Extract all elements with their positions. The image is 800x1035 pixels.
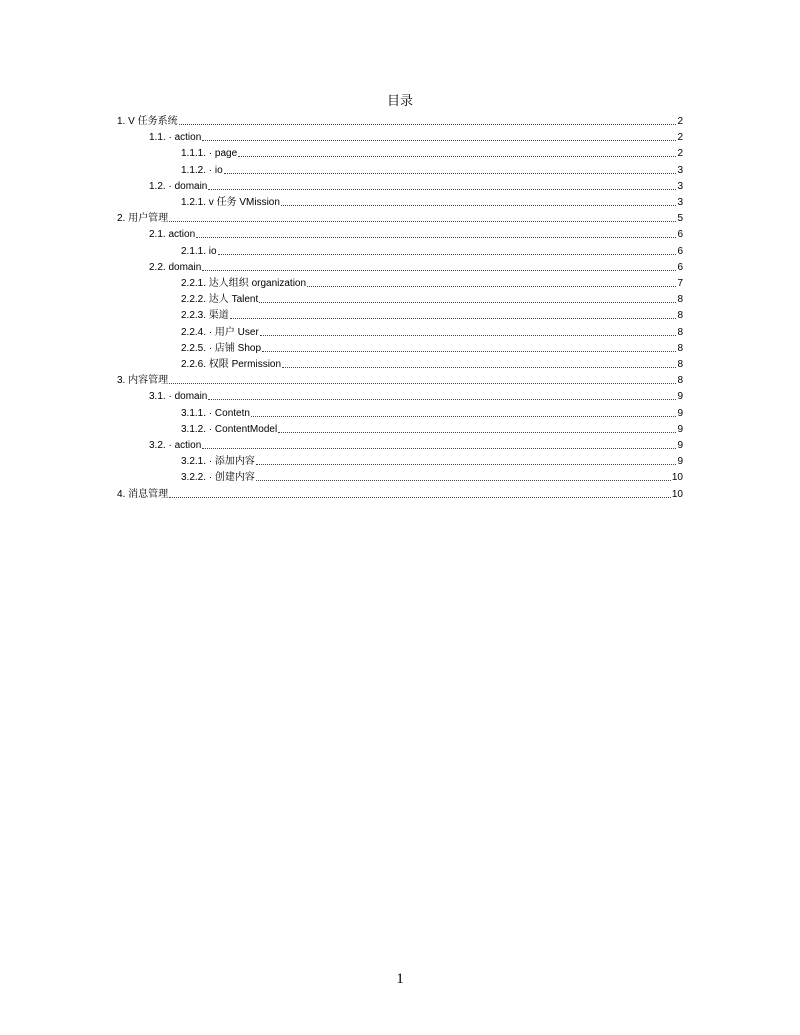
toc-leader-dots: [208, 399, 676, 400]
toc-leader-dots: [251, 416, 677, 417]
toc-entry-label: 2.1.1. io: [181, 245, 217, 257]
toc-leader-dots: [196, 237, 676, 238]
toc-entry-label: 3. 内容管理: [117, 375, 169, 387]
toc-entry-label: 3.1.1. · Contetn: [181, 407, 250, 419]
toc-entry-label: 3.2. · action: [149, 440, 202, 451]
toc-entry-page: 9: [677, 456, 683, 468]
toc-entry[interactable]: [181, 452, 683, 468]
toc-entry-label: 3.2.2. · 创建内容: [181, 472, 255, 484]
toc-entry[interactable]: [149, 387, 683, 403]
toc-title: 目录: [386, 94, 413, 109]
toc-leader-dots: [278, 432, 676, 433]
toc-entry-page: 2: [677, 148, 683, 160]
toc-entry-label: 2.2.6. 权限 Permission: [181, 359, 282, 370]
toc-leader-dots: [260, 335, 677, 336]
toc-leader-dots: [224, 173, 677, 174]
toc-entry[interactable]: [181, 420, 683, 436]
toc-entry-label: 1.1.2. · io: [181, 164, 223, 176]
toc-entry[interactable]: [149, 258, 683, 274]
toc-entry-label: 2.2. domain: [149, 261, 202, 273]
toc-entry-page: 8: [677, 294, 683, 306]
toc-entry-page: 9: [677, 440, 683, 451]
toc-entry-page: 9: [677, 407, 683, 419]
toc-entry-label: 1. V 任务系统: [117, 116, 178, 127]
toc-entry[interactable]: [181, 404, 683, 420]
toc-entry-page: 10: [671, 472, 683, 484]
toc-entry[interactable]: [117, 485, 683, 501]
toc-entry-page: 8: [677, 359, 683, 370]
page-number: 1: [396, 971, 404, 987]
toc-entry-label: 2.2.1. 达人组织 organization: [181, 278, 307, 289]
toc-leader-dots: [218, 254, 677, 255]
toc-entry[interactable]: [181, 193, 683, 209]
toc-entry-page: 5: [677, 213, 683, 225]
toc-entry-page: 8: [677, 326, 683, 338]
toc-entry[interactable]: [181, 468, 683, 484]
toc-entry-page: 3: [677, 164, 683, 176]
toc-leader-dots: [208, 189, 676, 190]
toc-entry[interactable]: [181, 323, 683, 339]
toc-entry[interactable]: [117, 112, 683, 128]
toc-entry-label: 2. 用户管理: [117, 213, 169, 225]
toc-entry[interactable]: [117, 209, 683, 225]
toc-entry-page: 7: [677, 278, 683, 289]
toc-entry-page: 6: [677, 229, 683, 241]
toc-entry-label: 2.2.5. · 店铺 Shop: [181, 342, 262, 354]
toc-entry[interactable]: [117, 371, 683, 387]
toc-entry[interactable]: [149, 225, 683, 241]
toc-entry-page: 9: [677, 423, 683, 435]
toc-leader-dots: [238, 156, 676, 157]
toc-entry[interactable]: [181, 161, 683, 177]
toc-entry-page: 2: [677, 132, 683, 144]
toc-entry-label: 3.1.2. · ContentModel: [181, 423, 278, 435]
toc-entry-page: 6: [677, 245, 683, 257]
toc-entry-label: 3.1. · domain: [149, 391, 208, 403]
toc-entry[interactable]: [181, 355, 683, 371]
toc-entry[interactable]: [181, 144, 683, 160]
toc-leader-dots: [202, 448, 676, 449]
toc-entry[interactable]: [181, 290, 683, 306]
toc-entry[interactable]: [181, 306, 683, 322]
toc-entry-label: 1.2. · domain: [149, 180, 208, 192]
toc-entry-page: 9: [677, 391, 683, 403]
toc-entry-page: 6: [677, 261, 683, 273]
toc-entry[interactable]: [181, 339, 683, 355]
toc-leader-dots: [169, 383, 676, 384]
toc-leader-dots: [282, 367, 676, 368]
toc-entry-label: 2.2.3. 渠道: [181, 310, 229, 322]
toc-entry-page: 3: [677, 197, 683, 208]
toc-entry-label: 1.2.1. v 任务 VMission: [181, 197, 280, 208]
toc-entry-label: 1.1. · action: [149, 132, 202, 144]
toc-leader-dots: [262, 351, 676, 352]
toc-entry-page: 8: [677, 310, 683, 322]
toc-entry[interactable]: [149, 177, 683, 193]
toc-entry-label: 1.1.1. · page: [181, 148, 238, 160]
toc-leader-dots: [169, 497, 671, 498]
toc-leader-dots: [281, 205, 677, 206]
toc-entry-label: 2.2.2. 达人 Talent: [181, 294, 259, 306]
toc-entry-page: 10: [671, 488, 683, 500]
toc-leader-dots: [169, 221, 676, 222]
toc-entry-page: 8: [677, 342, 683, 354]
toc-entry[interactable]: [181, 242, 683, 258]
toc-leader-dots: [179, 124, 677, 125]
toc-entry[interactable]: [181, 274, 683, 290]
toc-entry-label: 3.2.1. · 添加内容: [181, 456, 255, 468]
toc-leader-dots: [202, 140, 676, 141]
toc-leader-dots: [230, 318, 677, 319]
toc-leader-dots: [202, 270, 676, 271]
toc-entry-label: 2.2.4. · 用户 User: [181, 326, 259, 338]
toc-leader-dots: [307, 286, 676, 287]
toc-entry-label: 2.1. action: [149, 229, 196, 241]
toc-leader-dots: [256, 464, 677, 465]
toc-entry-page: 8: [677, 375, 683, 387]
toc-entry-page: 2: [677, 116, 683, 127]
toc-entry[interactable]: [149, 128, 683, 144]
toc-entry-label: 4. 消息管理: [117, 488, 169, 500]
toc-leader-dots: [259, 302, 676, 303]
toc-entry-page: 3: [677, 180, 683, 192]
toc-leader-dots: [256, 480, 671, 481]
toc-entry[interactable]: [149, 436, 683, 452]
